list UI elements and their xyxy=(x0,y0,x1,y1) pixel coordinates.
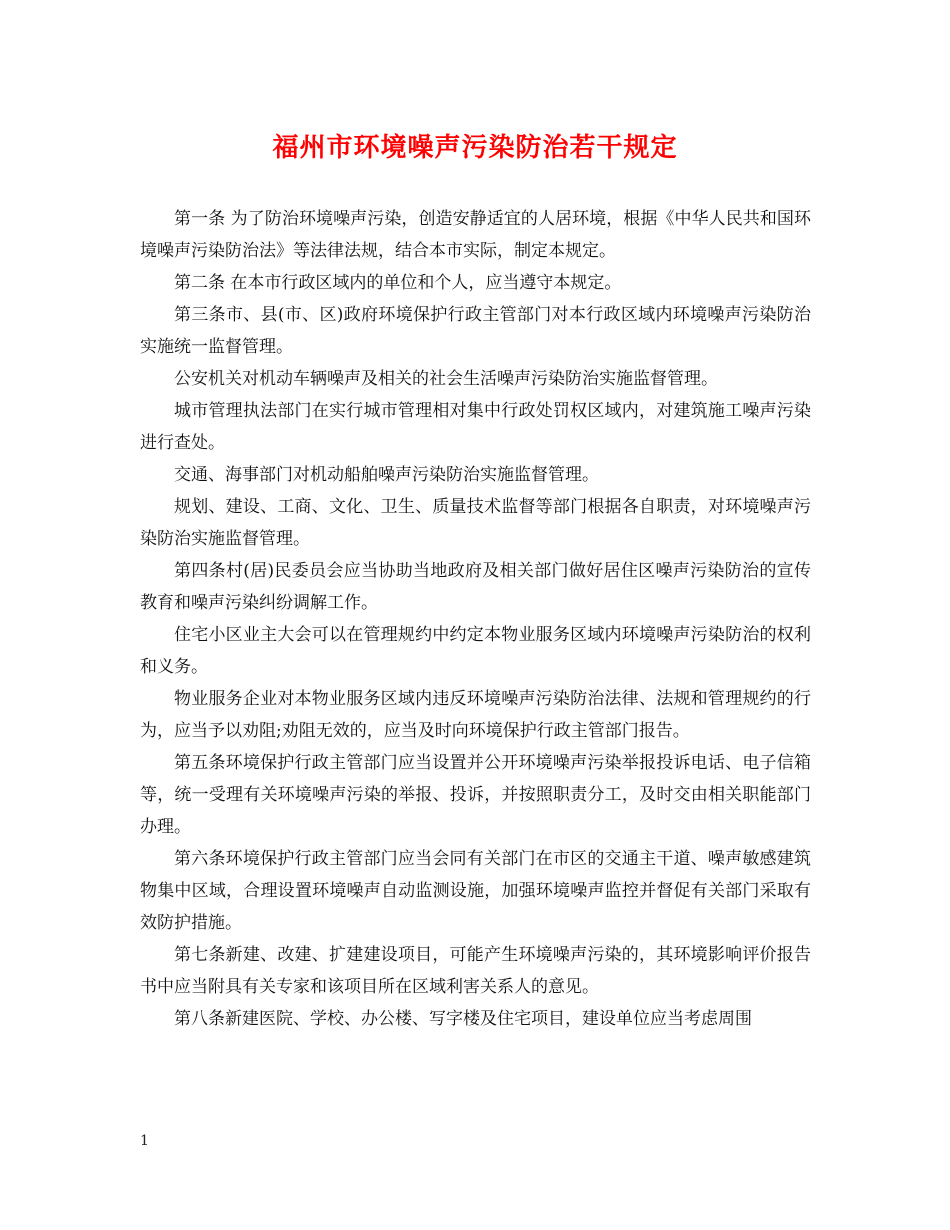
paragraph-property-service: 物业服务企业对本物业服务区域内违反环境噪声污染防治法律、法规和管理规约的行为，应当予以劝阻;劝阻无效的，应当及时向环境保护行政主管部门报告。 xyxy=(140,689,811,741)
paragraph-article-3: 第三条市、县(市、区)政府环境保护行政主管部门对本行政区域内环境噪声污染防治实施统一监督管理。 xyxy=(140,305,811,357)
paragraph-article-6: 第六条环境保护行政主管部门应当会同有关部门在市区的交通主干道、噪声敏感建筑物集中区域，合理设置环境噪声自动监测设施，加强环境噪声监控并督促有关部门采取有效防护措施。 xyxy=(140,849,811,933)
document-body xyxy=(140,203,811,1035)
paragraph-article-7: 第七条新建、改建、扩建建设项目，可能产生环境噪声污染的，其环境影响评价报告书中应当附具有关专家和该项目所在区域利害关系人的意见。 xyxy=(140,945,811,997)
paragraph-urban-management: 城市管理执法部门在实行城市管理相对集中行政处罚权区域内，对建筑施工噪声污染进行查处。 xyxy=(140,401,811,453)
paragraph-transport-maritime: 交通、海事部门对机动船舶噪声污染防治实施监督管理。 xyxy=(174,465,599,485)
paragraph-article-2: 第二条 在本市行政区域内的单位和个人，应当遵守本规定。 xyxy=(174,273,622,293)
paragraph-other-departments: 规划、建设、工商、文化、卫生、质量技术监督等部门根据各自职责，对环境噪声污染防治实施监督管理。 xyxy=(140,497,811,549)
document-title: 福州市环境噪声污染防治若干规定 xyxy=(272,133,678,163)
paragraph-article-1: 第一条 为了防治环境噪声污染，创造安静适宜的人居环境，根据《中华人民共和国环境噪声污染防治法》等法律法规，结合本市实际，制定本规定。 xyxy=(140,209,811,261)
paragraph-article-5: 第五条环境保护行政主管部门应当设置并公开环境噪声污染举报投诉电话、电子信箱等，统一受理有关环境噪声污染的举报、投诉，并按照职责分工，及时交由相关职能部门办理。 xyxy=(140,753,811,837)
paragraph-owners-assembly: 住宅小区业主大会可以在管理规约中约定本物业服务区域内环境噪声污染防治的权利和义务。 xyxy=(140,625,811,677)
paragraph-public-security: 公安机关对机动车辆噪声及相关的社会生活噪声污染防治实施监督管理。 xyxy=(174,369,718,389)
paragraph-article-4: 第四条村(居)民委员会应当协助当地政府及相关部门做好居住区噪声污染防治的宣传教育和噪声污染纠纷调解工作。 xyxy=(140,561,811,613)
paragraph-article-8: 第八条新建医院、学校、办公楼、写字楼及住宅项目，建设单位应当考虑周围 xyxy=(174,1009,752,1029)
page-number: 1 xyxy=(140,1133,149,1149)
